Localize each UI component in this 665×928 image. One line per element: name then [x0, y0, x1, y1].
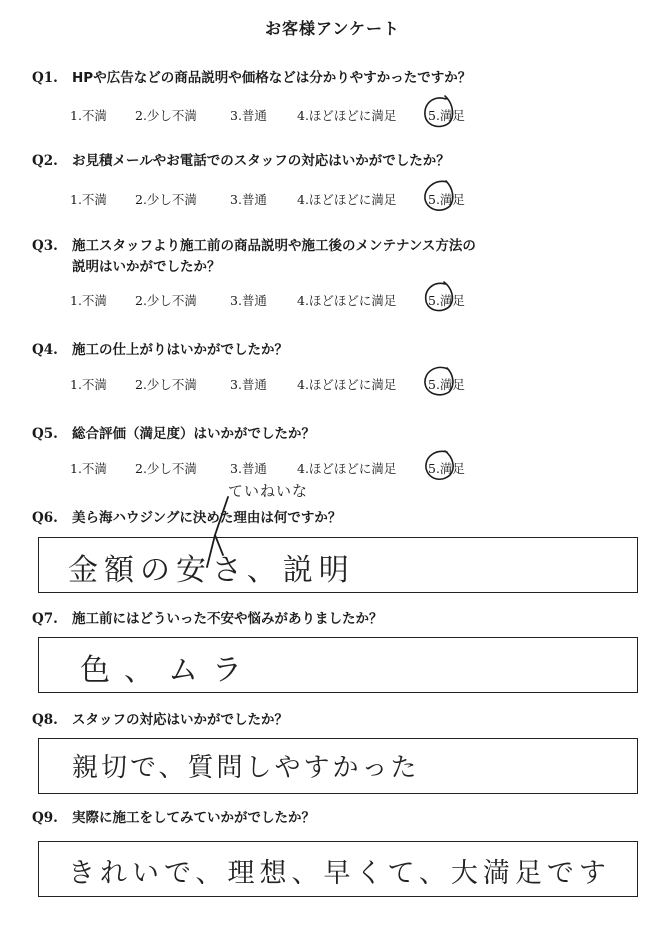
question-9: [32, 808, 315, 829]
option-4[interactable]: 4.ほどほどに満足: [297, 108, 397, 123]
question-number: Q1.: [32, 70, 58, 86]
handwritten-answer: 色、ムラ: [80, 653, 256, 688]
question-number: Q5.: [32, 426, 58, 442]
option-2[interactable]: 2.少し不満: [135, 108, 197, 123]
question-text: HPや広告などの商品説明や価格などは分かりやすかったですか？: [72, 70, 472, 86]
question-text: 実際に施工をしてみていかがでしたか？: [72, 810, 315, 826]
question-5: [32, 424, 315, 445]
selection-circle-icon: [420, 93, 458, 133]
option-3[interactable]: 3.普通: [230, 377, 267, 392]
selection-circle-icon: [420, 362, 458, 402]
option-1[interactable]: 1.不満: [70, 192, 107, 207]
question-4: [32, 340, 288, 361]
question-number: Q6.: [32, 510, 58, 526]
option-4[interactable]: 4.ほどほどに満足: [297, 377, 397, 392]
question-text: 総合評価（満足度）はいかがでしたか？: [72, 426, 315, 442]
selection-circle-icon: [420, 278, 458, 318]
question-text: 美ら海ハウジングに決めた理由は何ですか？: [72, 510, 342, 526]
option-3[interactable]: 3.普通: [230, 192, 267, 207]
option-4[interactable]: 4.ほどほどに満足: [297, 192, 397, 207]
option-1[interactable]: 1.不満: [70, 461, 107, 476]
question-7: [32, 609, 383, 630]
option-1[interactable]: 1.不満: [70, 377, 107, 392]
option-3[interactable]: 3.普通: [230, 461, 267, 476]
question-number: Q4.: [32, 342, 58, 358]
question-number: Q8.: [32, 712, 58, 728]
question-number: Q9.: [32, 810, 58, 826]
question-text: 施工前にはどういった不安や悩みがありましたか？: [72, 611, 383, 627]
option-5[interactable]: 5.満足: [428, 461, 465, 476]
option-2[interactable]: 2.少し不満: [135, 192, 197, 207]
question-number: Q7.: [32, 611, 58, 627]
question-text-continued: 説明はいかがでしたか？: [72, 259, 221, 275]
handwritten-answer: 親切で、質問しやすかった: [72, 753, 420, 783]
option-4[interactable]: 4.ほどほどに満足: [297, 293, 397, 308]
question-6: [32, 508, 341, 529]
option-1[interactable]: 1.不満: [70, 108, 107, 123]
option-4[interactable]: 4.ほどほどに満足: [297, 461, 397, 476]
selection-circle-icon: [420, 446, 458, 486]
option-5[interactable]: 5.満足: [428, 192, 465, 207]
survey-title: お客様アンケート: [264, 19, 401, 38]
question-number: Q2.: [32, 153, 58, 169]
option-1[interactable]: 1.不満: [70, 293, 107, 308]
option-2[interactable]: 2.少し不満: [135, 461, 197, 476]
option-3[interactable]: 3.普通: [230, 293, 267, 308]
option-2[interactable]: 2.少し不満: [135, 293, 197, 308]
question-number: Q3.: [32, 238, 58, 254]
option-5[interactable]: 5.満足: [428, 377, 465, 392]
option-5[interactable]: 5.満足: [428, 293, 465, 308]
question-1: [32, 68, 471, 89]
question-3: [32, 236, 476, 278]
question-text: 施工スタッフより施工前の商品説明や施工後のメンテナンス方法の: [72, 238, 476, 254]
option-3[interactable]: 3.普通: [230, 108, 267, 123]
question-text: お見積メールやお電話でのスタッフの対応はいかがでしたか？: [72, 153, 450, 169]
question-text: 施工の仕上がりはいかがでしたか？: [72, 342, 288, 358]
option-2[interactable]: 2.少し不満: [135, 377, 197, 392]
question-2: [32, 151, 450, 172]
question-8: [32, 710, 288, 731]
question-text: スタッフの対応はいかがでしたか？: [72, 712, 288, 728]
selection-circle-icon: [420, 177, 458, 217]
handwritten-insertion: ていねいな: [228, 482, 309, 500]
handwritten-answer: きれいで、理想、早くて、大満足です: [68, 858, 611, 889]
option-5[interactable]: 5.満足: [428, 108, 465, 123]
handwritten-answer: 金額の安さ、説明: [68, 553, 355, 588]
